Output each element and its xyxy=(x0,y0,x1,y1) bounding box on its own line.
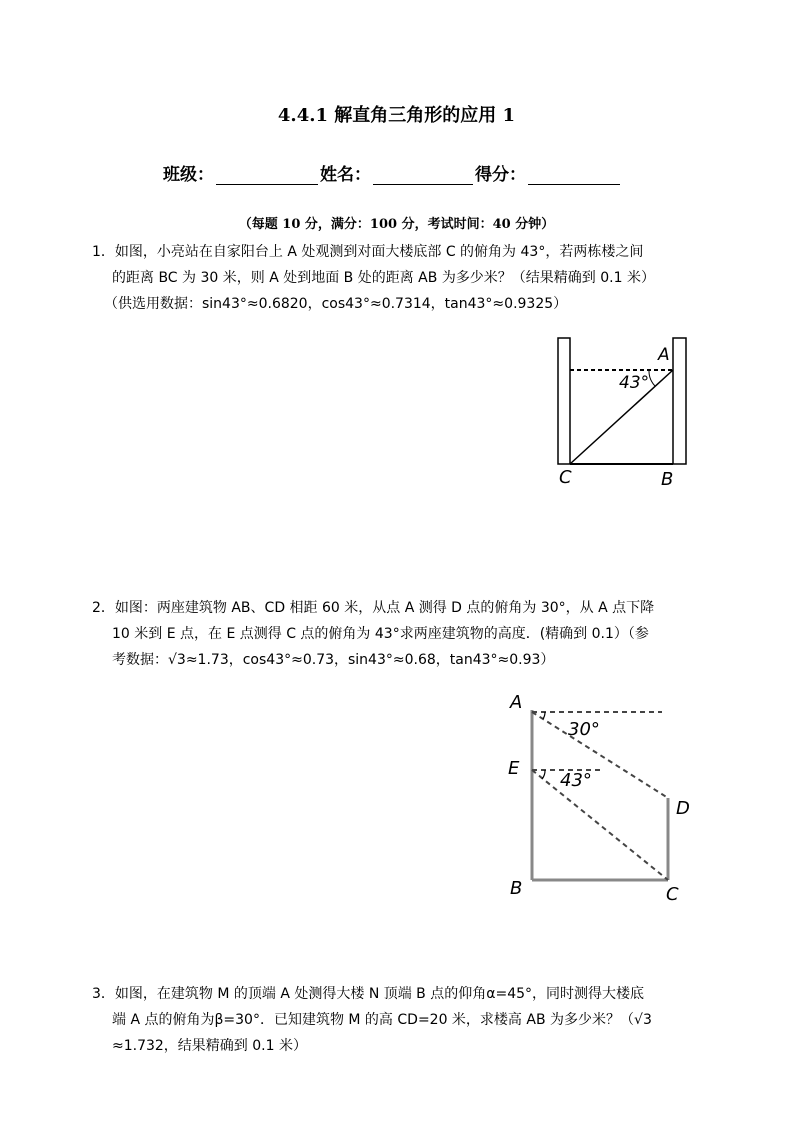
question-1 xyxy=(92,239,655,317)
label-b: B xyxy=(510,878,523,899)
angle-arc-a xyxy=(543,712,545,719)
question-2-line-2: 10 米到 E 点，在 E 点测得 C 点的俯角为 43°求两座建筑物的高度．(精确到 0.1）（参 xyxy=(112,626,649,642)
label-c: C xyxy=(559,467,572,488)
question-2 xyxy=(92,595,654,673)
question-3 xyxy=(92,981,652,1059)
label-e: E xyxy=(508,758,520,779)
exam-note: （每题 10 分，满分：100 分，考试时间：40 分钟） xyxy=(238,217,555,232)
student-info-row xyxy=(163,160,622,185)
question-1-figure xyxy=(545,330,695,495)
label-angle-43: 43° xyxy=(619,373,650,393)
score-label: 得分： xyxy=(475,165,526,185)
label-b: B xyxy=(661,469,674,490)
label-c: C xyxy=(666,884,679,905)
angle-arc-e xyxy=(542,770,545,779)
question-2-figure xyxy=(500,688,710,908)
question-1-line-2: 的距离 BC 为 30 米，则 A 处到地面 B 处的距离 AB 为多少米？（结果精确到 0.1 米） xyxy=(112,270,655,286)
question-1-line-1: 1．如图，小亮站在自家阳台上 A 处观测到对面大楼底部 C 的俯角为 43°，若两栋楼之间 xyxy=(92,244,644,260)
question-2-line-3: 考数据：√3≈1.73，cos43°≈0.73，sin43°≈0.68，tan43°≈0.93） xyxy=(112,652,555,668)
name-blank xyxy=(373,164,473,185)
label-a: A xyxy=(658,345,670,365)
right-building xyxy=(673,338,686,464)
angle-arc xyxy=(649,370,655,386)
name-label: 姓名： xyxy=(320,165,371,185)
label-a: A xyxy=(510,692,523,713)
question-3-line-2: 端 A 点的俯角为β=30°．已知建筑物 M 的高 CD=20 米，求楼高 AB 为多少米？（√3 xyxy=(112,1012,652,1028)
left-building xyxy=(558,338,570,464)
label-angle-43: 43° xyxy=(560,770,592,791)
page-title: 4.4.1 解直角三角形的应用 1 xyxy=(277,105,516,126)
question-2-line-1: 2．如图：两座建筑物 AB、CD 相距 60 米，从点 A 测得 D 点的俯角为 30°，从 A 点下降 xyxy=(92,600,655,616)
class-label: 班级： xyxy=(163,165,214,185)
question-3-line-3: ≈1.732，结果精确到 0.1 米） xyxy=(112,1038,307,1054)
label-angle-30: 30° xyxy=(568,719,600,740)
class-blank xyxy=(216,164,318,185)
question-3-line-1: 3．如图，在建筑物 M 的顶端 A 处测得大楼 N 顶端 B 点的仰角α=45°，同时测得大楼底 xyxy=(92,986,645,1002)
sight-line-ad xyxy=(532,712,668,798)
question-1-line-3: （供选用数据：sin43°≈0.6820，cos43°≈0.7314，tan43°≈0.9325） xyxy=(104,296,568,312)
sight-line-ec xyxy=(532,770,668,880)
label-d: D xyxy=(676,798,690,819)
score-blank xyxy=(528,164,620,185)
